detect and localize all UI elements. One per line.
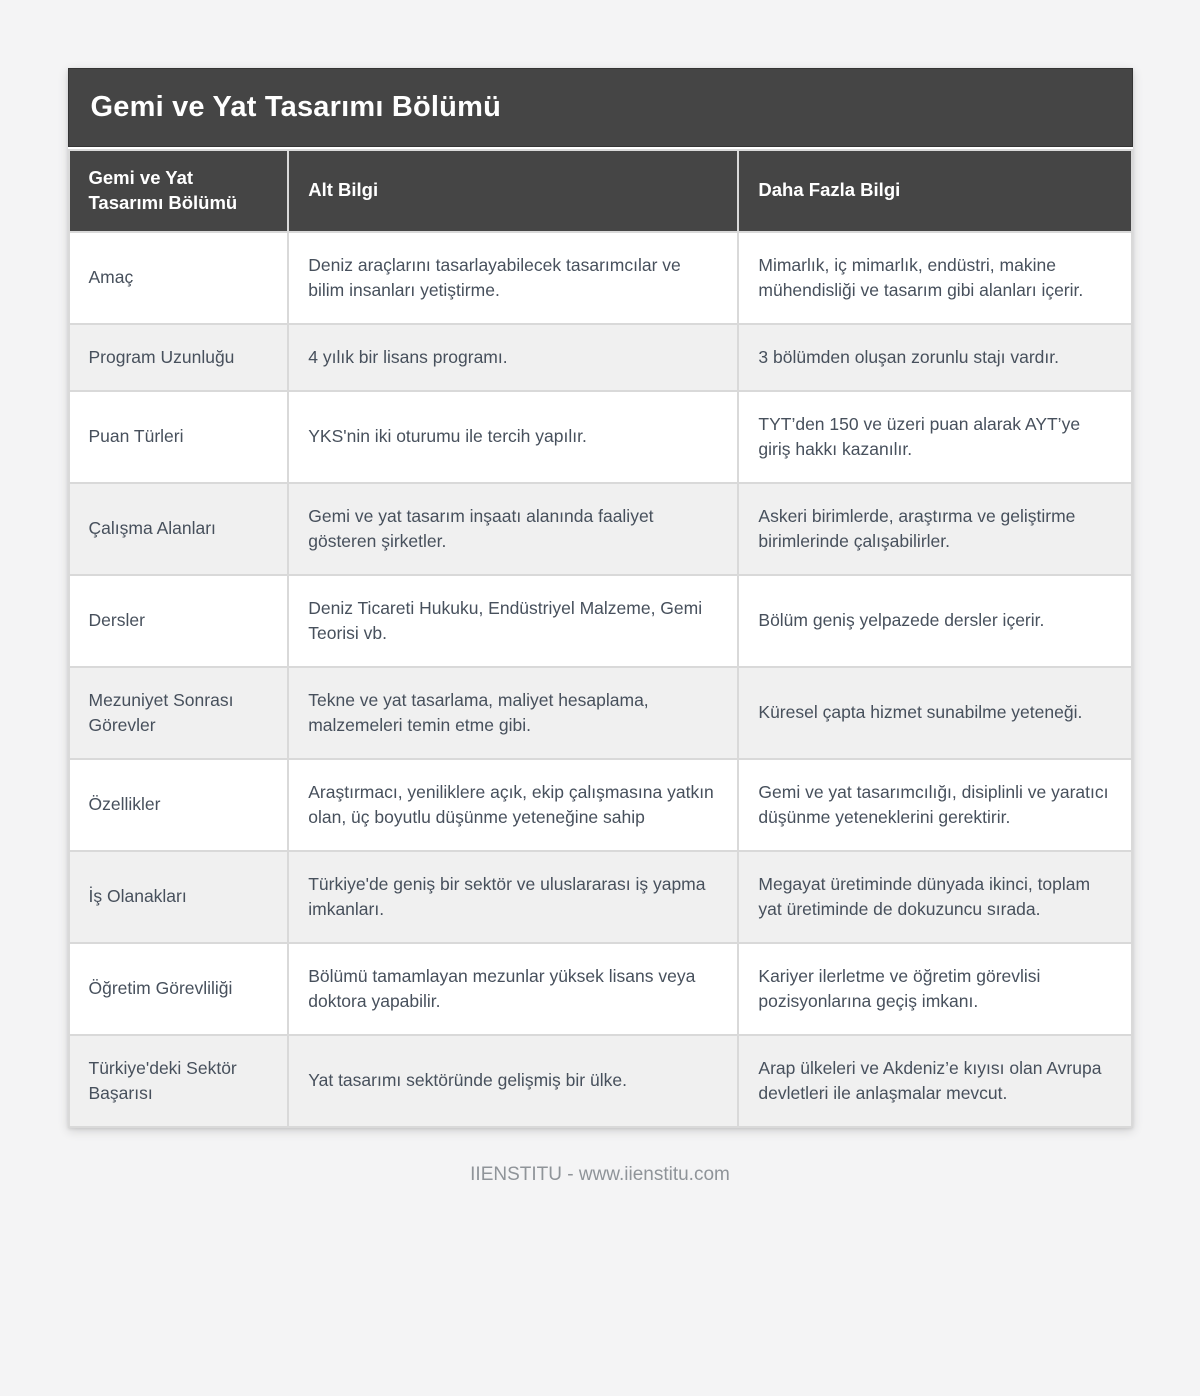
row-label-cell: Çalışma Alanları — [70, 484, 288, 574]
daha-fazla-bilgi-cell: Megayat üretiminde dünyada ikinci, toplam yat üretiminde de dokuzuncu sırada. — [739, 852, 1130, 942]
alt-bilgi-cell: 4 yılık bir lisans programı. — [289, 325, 737, 390]
row-label-cell: Dersler — [70, 576, 288, 666]
table-row — [70, 484, 1131, 574]
footer-branding: IIENSTITU - www.iienstitu.com — [470, 1163, 730, 1185]
table-row — [70, 760, 1131, 850]
alt-bilgi-cell: YKS'nin iki oturumu ile tercih yapılır. — [289, 392, 737, 482]
table-row — [70, 233, 1131, 323]
row-label-cell: Program Uzunluğu — [70, 325, 288, 390]
table-row — [70, 325, 1131, 390]
daha-fazla-bilgi-cell: Kariyer ilerletme ve öğretim görevlisi pozisyonlarına geçiş imkanı. — [739, 944, 1130, 1034]
alt-bilgi-cell: Türkiye'de geniş bir sektör ve uluslararası iş yapma imkanları. — [289, 852, 737, 942]
row-label-cell: Özellikler — [70, 760, 288, 850]
daha-fazla-bilgi-cell: Küresel çapta hizmet sunabilme yeteneği. — [739, 668, 1130, 758]
daha-fazla-bilgi-cell: Arap ülkeleri ve Akdeniz’e kıyısı olan Avrupa devletleri ile anlaşmalar mevcut. — [739, 1036, 1130, 1126]
alt-bilgi-cell: Yat tasarımı sektöründe gelişmiş bir ülke. — [289, 1036, 737, 1126]
row-label-cell: Mezuniyet Sonrası Görevler — [70, 668, 288, 758]
table-row — [70, 576, 1131, 666]
table-row — [70, 1036, 1131, 1126]
row-label-cell: Türkiye'deki Sektör Başarısı — [70, 1036, 288, 1126]
department-info-table — [68, 149, 1133, 1128]
column-header-alt-bilgi: Alt Bilgi — [289, 151, 737, 231]
alt-bilgi-cell: Deniz araçlarını tasarlayabilecek tasarımcılar ve bilim insanları yetiştirme. — [289, 233, 737, 323]
alt-bilgi-cell: Deniz Ticareti Hukuku, Endüstriyel Malzeme, Gemi Teorisi vb. — [289, 576, 737, 666]
page-title: Gemi ve Yat Tasarımı Bölümü — [68, 68, 1133, 147]
daha-fazla-bilgi-cell: Askeri birimlerde, araştırma ve geliştirme birimlerinde çalışabilirler. — [739, 484, 1130, 574]
daha-fazla-bilgi-cell: Bölüm geniş yelpazede dersler içerir. — [739, 576, 1130, 666]
table-row — [70, 944, 1131, 1034]
column-header-daha-fazla-bilgi: Daha Fazla Bilgi — [739, 151, 1130, 231]
row-label-cell: İş Olanakları — [70, 852, 288, 942]
table-body — [70, 233, 1131, 1126]
table-row — [70, 392, 1131, 482]
column-header-topic: Gemi ve Yat Tasarımı Bölümü — [70, 151, 288, 231]
alt-bilgi-cell: Tekne ve yat tasarlama, maliyet hesaplama, malzemeleri temin etme gibi. — [289, 668, 737, 758]
daha-fazla-bilgi-cell: TYT’den 150 ve üzeri puan alarak AYT’ye giriş hakkı kazanılır. — [739, 392, 1130, 482]
alt-bilgi-cell: Bölümü tamamlayan mezunlar yüksek lisans veya doktora yapabilir. — [289, 944, 737, 1034]
daha-fazla-bilgi-cell: Mimarlık, iç mimarlık, endüstri, makine mühendisliği ve tasarım gibi alanları içerir. — [739, 233, 1130, 323]
table-row — [70, 668, 1131, 758]
daha-fazla-bilgi-cell: 3 bölümden oluşan zorunlu stajı vardır. — [739, 325, 1130, 390]
daha-fazla-bilgi-cell: Gemi ve yat tasarımcılığı, disiplinli ve yaratıcı düşünme yeteneklerini gerektirir. — [739, 760, 1130, 850]
row-label-cell: Amaç — [70, 233, 288, 323]
table-row — [70, 852, 1131, 942]
row-label-cell: Puan Türleri — [70, 392, 288, 482]
table-header-row — [70, 151, 1131, 231]
department-info-card — [68, 68, 1133, 1128]
alt-bilgi-cell: Gemi ve yat tasarım inşaatı alanında faaliyet gösteren şirketler. — [289, 484, 737, 574]
row-label-cell: Öğretim Görevliliği — [70, 944, 288, 1034]
alt-bilgi-cell: Araştırmacı, yeniliklere açık, ekip çalışmasına yatkın olan, üç boyutlu düşünme yeteneğine sahip — [289, 760, 737, 850]
